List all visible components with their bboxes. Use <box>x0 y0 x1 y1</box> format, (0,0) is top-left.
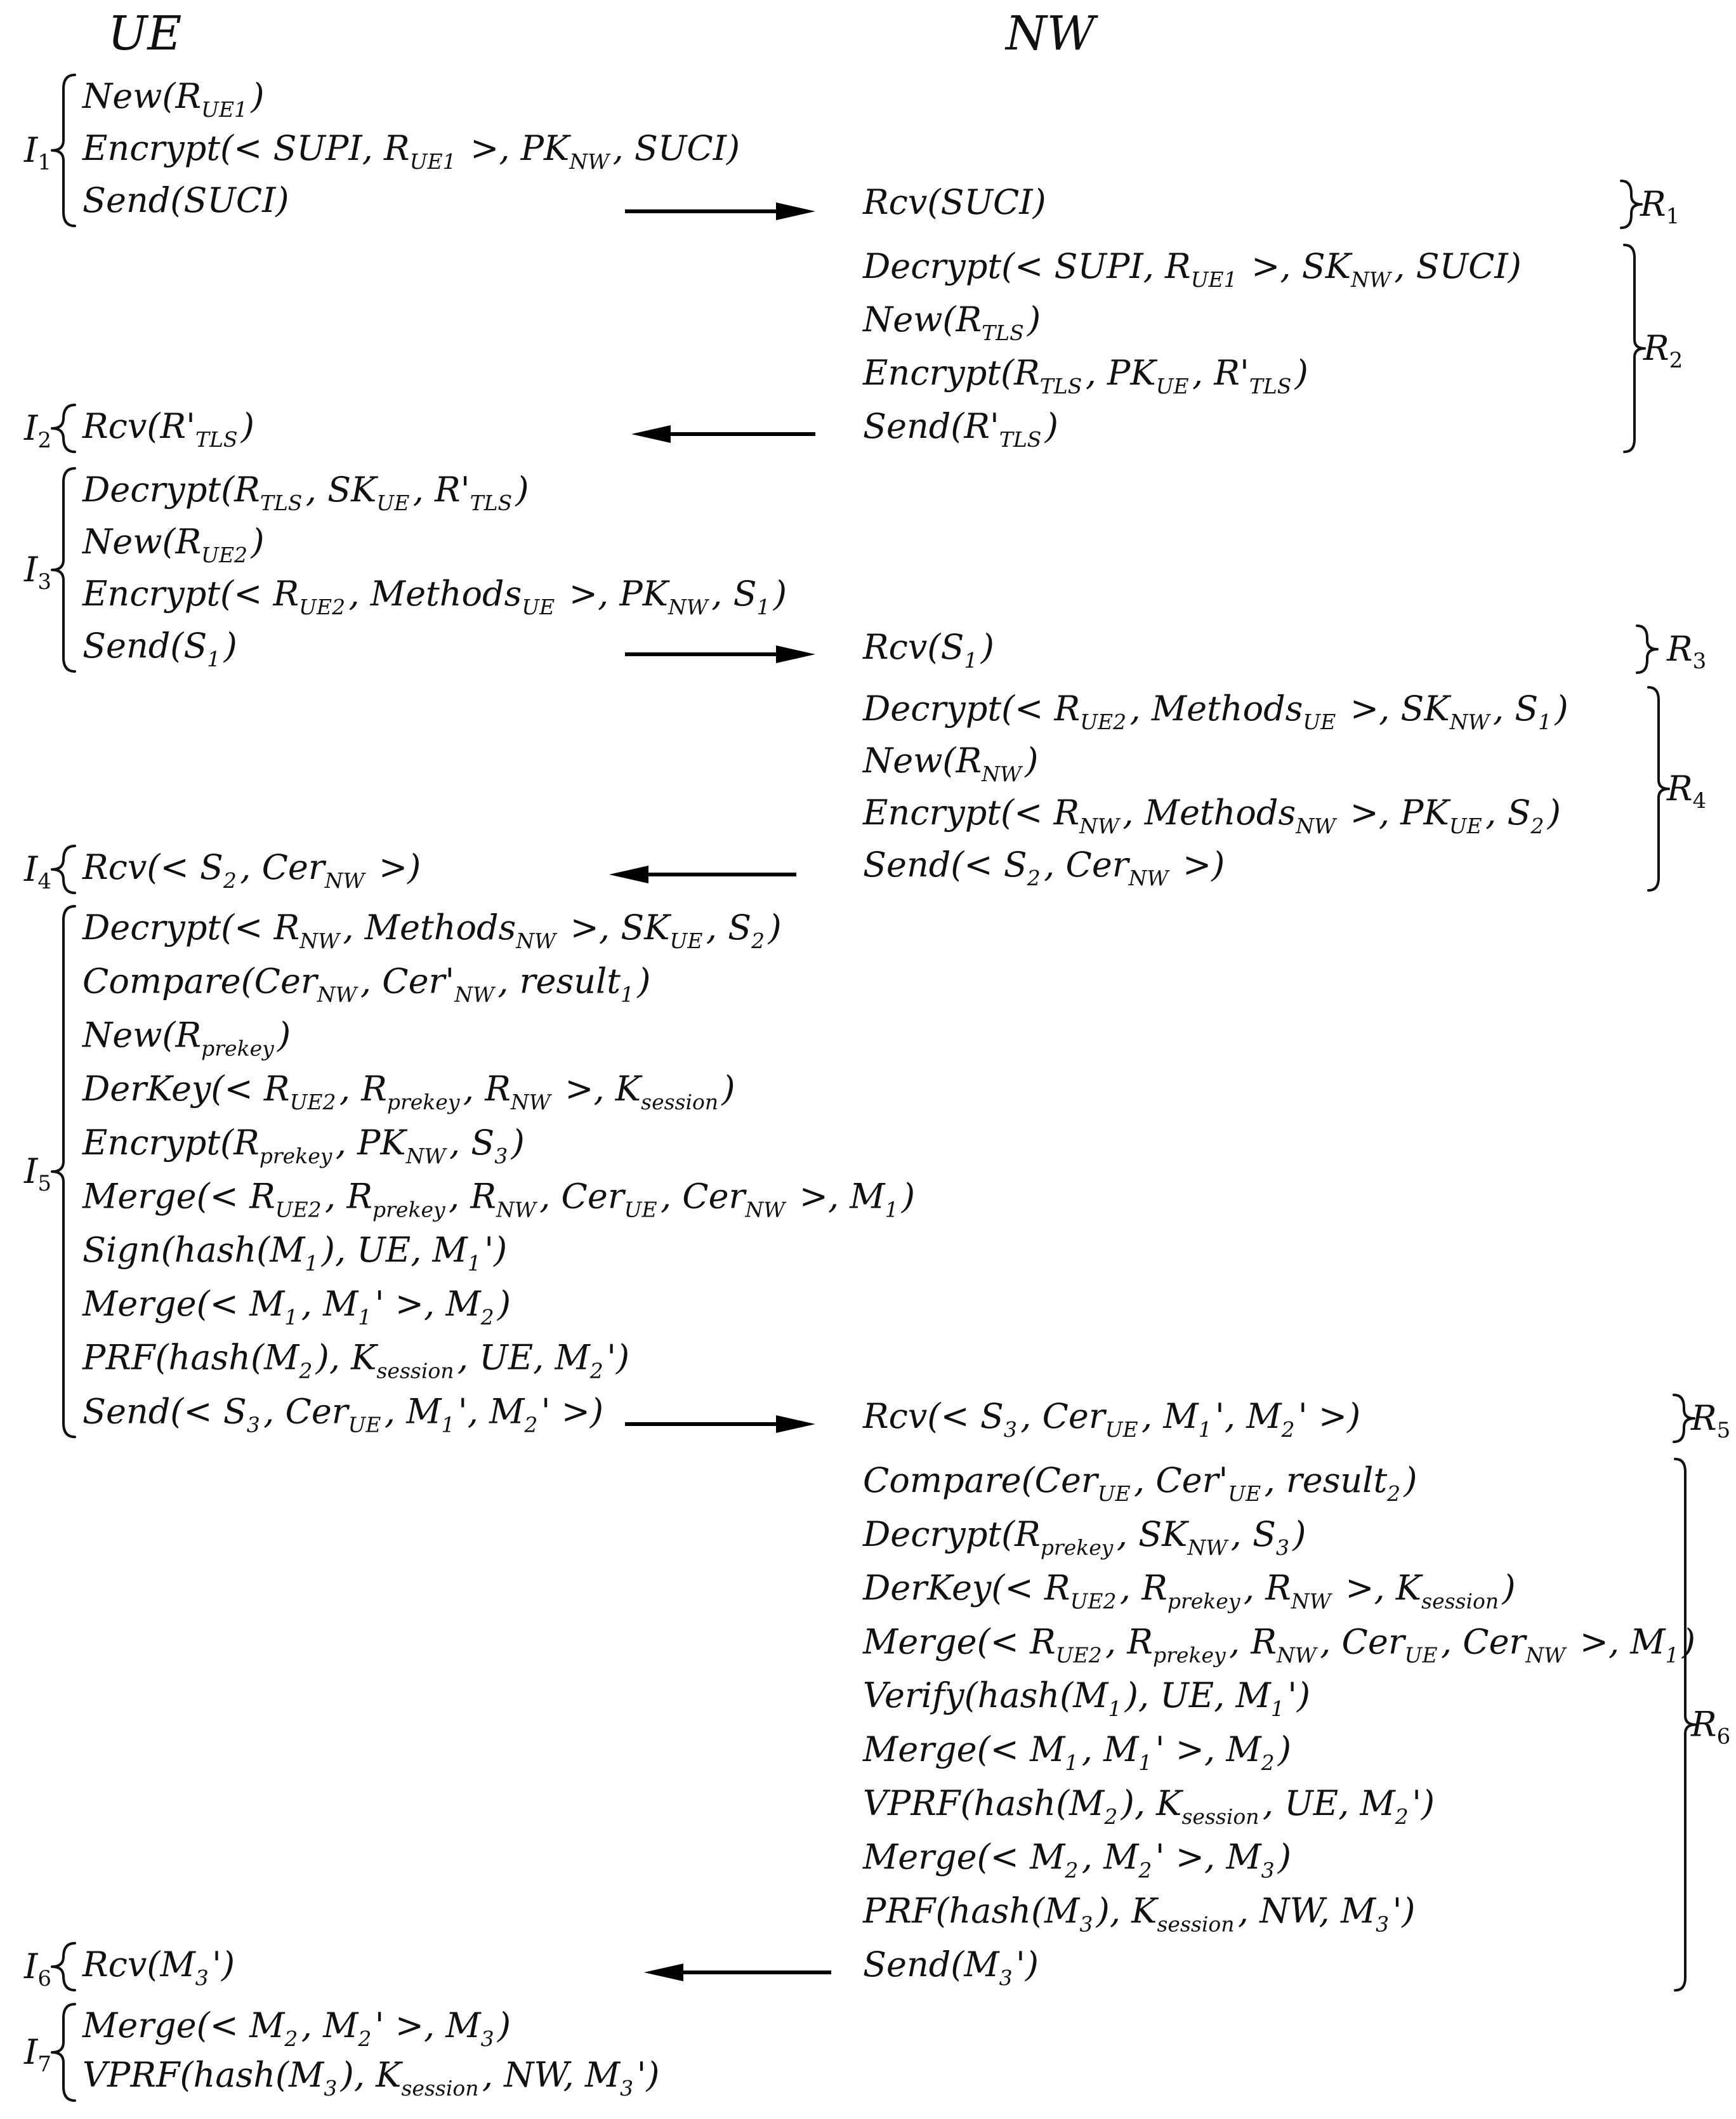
nw-step-label: $R_5$ <box>1691 1398 1731 1443</box>
nw-step-line: $Verify(hash(M_1$ ), UE, $M_1$ ') <box>863 1675 1311 1722</box>
message-arrow <box>625 645 815 663</box>
ue-step-line: Merge(< $M_2$ , $M_2$ ' >, $M_3$ ) <box>82 2005 511 2051</box>
nw-step-group <box>862 626 1706 674</box>
nw-step-label: $R_1$ <box>1640 184 1680 229</box>
ue-step-group <box>23 906 915 1437</box>
nw-step-line: Rcv(SUCI) <box>863 182 1046 222</box>
ue-step-line: $Encrypt(R_{prekey}$ , $PK_{NW}$ , $S_3$ ) <box>82 1122 525 1168</box>
nw-step-label: $R_2$ <box>1643 328 1683 373</box>
nw-step-line: Send(< $S_2$ , Cer$_{NW}$ >) <box>863 845 1225 890</box>
ue-step-label: $I_3$ <box>24 550 51 595</box>
nw-steps <box>862 181 1730 1990</box>
ue-step-line: $Send(S_1$ ) <box>82 626 237 671</box>
nw-step-line: $PRF(hash(M_3$ ), $K_{session}$ , NW, $M_3$ ') <box>863 1891 1416 1937</box>
nw-step-brace <box>1624 245 1645 452</box>
nw-step-line: $New(R_{TLS}$ ) <box>863 300 1041 345</box>
nw-step-brace <box>1648 687 1669 890</box>
nw-step-line: Decrypt(< $R_{UE2}$ , Methods$_{UE}$ >, $SK_{NW}$ , $S_1$ ) <box>863 689 1568 734</box>
ue-step-line: $New(R_{prekey}$ ) <box>82 1015 291 1061</box>
nw-step-line: Encrypt(< $R_{NW}$ , Methods$_{NW}$ >, $PK_{UE}$ , $S_2$ ) <box>863 793 1561 838</box>
arrow-head-icon <box>776 1415 815 1433</box>
nw-step-line: $Rcv(S_1$ ) <box>863 627 994 673</box>
nw-step-line: $New(R_{NW}$ ) <box>863 741 1039 786</box>
ue-step-line: Encrypt(< $R_{UE2}$ , Methods$_{UE}$ >, $PK_{NW}$ , $S_1$ ) <box>82 574 787 619</box>
nw-step-line: $Encrypt(R_{TLS}$ , $PK_{UE}$ , $R'_{TLS}$ ) <box>863 353 1308 399</box>
ue-step-brace <box>52 468 75 671</box>
ue-step-group <box>23 405 254 453</box>
arrow-head-icon <box>776 202 815 220</box>
arrow-head-icon <box>776 645 815 663</box>
ue-step-line: $VPRF(hash(M_3$ ), $K_{session}$ , NW, $M_3$ ') <box>82 2055 660 2101</box>
nw-step-label: $R_6$ <box>1691 1704 1731 1750</box>
message-arrow <box>609 866 796 883</box>
nw-step-line: Compare(Cer$_{UE}$ , $Cer'_{UE}$ , result$_2$ ) <box>863 1460 1417 1506</box>
nw-step-group <box>862 181 1680 229</box>
ue-step-group <box>23 468 787 671</box>
ue-step-group <box>23 1943 235 1991</box>
ue-step-brace <box>52 405 75 452</box>
nw-step-line: $Decrypt(R_{prekey}$ , $SK_{NW}$ , $S_3$ ) <box>863 1514 1306 1560</box>
nw-step-group <box>862 1459 1730 1990</box>
ue-step-brace <box>52 2004 75 2101</box>
ue-step-line: $Sign(hash(M_1$ ), UE, $M_1$ ') <box>82 1230 508 1276</box>
nw-step-line: $Send(R'_{TLS}$ ) <box>863 406 1058 452</box>
ue-step-label: $I_5$ <box>24 1151 51 1197</box>
ue-step-label: $I_2$ <box>24 408 51 453</box>
arrow-head-icon <box>609 866 648 883</box>
ue-step-line: $New(R_{UE2}$ ) <box>82 522 265 567</box>
arrow-head-icon <box>631 425 671 443</box>
nw-step-group <box>862 245 1683 452</box>
header-nw: NW <box>1006 6 1095 61</box>
ue-step-brace <box>52 906 75 1437</box>
nw-step-line: Decrypt(< SUPI, $R_{UE1}$ >, $SK_{NW}$ , SUCI) <box>863 246 1522 292</box>
ue-steps <box>23 75 915 2101</box>
ue-step-label: $I_7$ <box>24 2032 51 2077</box>
ue-step-group <box>23 75 740 226</box>
ue-step-line: Encrypt(< SUPI, $R_{UE1}$ >, $PK_{NW}$ , SUCI) <box>82 128 740 174</box>
message-arrow <box>625 202 815 220</box>
ue-step-line: Send(< $S_3$ , Cer$_{UE}$ , $M_1$ ', $M_2$ ' >) <box>82 1391 604 1437</box>
ue-step-brace <box>52 75 75 226</box>
nw-step-line: Merge(< $M_1$ , $M_1$ ' >, $M_2$ ) <box>863 1729 1292 1775</box>
ue-step-line: Decrypt(< $R_{NW}$ , Methods$_{NW}$ >, $SK_{UE}$ , $S_2$ ) <box>82 908 782 953</box>
ue-step-line: DerKey(< $R_{UE2}$ , $R_{prekey}$ , $R_{NW}$ >, $K_{session}$ ) <box>82 1069 735 1115</box>
ue-step-group <box>23 846 421 894</box>
ue-step-line: $Rcv(M_3$ ') <box>82 1944 235 1990</box>
message-arrow <box>625 1415 815 1433</box>
ue-step-line: $PRF(hash(M_2$ ), $K_{session}$ , UE, $M_2$ ') <box>82 1337 630 1383</box>
nw-step-line: Merge(< $M_2$ , $M_2$ ' >, $M_3$ ) <box>863 1837 1292 1883</box>
header-ue: UE <box>108 6 182 61</box>
ue-step-line: $New(R_{UE1}$ ) <box>82 76 265 122</box>
ue-step-line: Compare(Cer$_{NW}$ , $Cer'_{NW}$ , result$_1$ ) <box>82 961 651 1007</box>
arrow-head-icon <box>644 1964 683 1981</box>
ue-step-label: $I_1$ <box>24 130 51 175</box>
ue-step-line: Merge(< $M_1$ , $M_1$ ' >, $M_2$ ) <box>82 1283 511 1330</box>
nw-step-line: $VPRF(hash(M_2$ ), $K_{session}$ , UE, $M_2$ ') <box>863 1783 1435 1829</box>
ue-step-line: $Decrypt(R_{TLS}$ , $SK_{UE}$ , $R'_{TLS}$ ) <box>82 470 529 515</box>
nw-step-line: $Send(M_3$ ') <box>863 1944 1039 1991</box>
message-arrow <box>631 425 815 443</box>
nw-step-group <box>862 687 1706 890</box>
ue-step-group <box>23 2004 659 2101</box>
nw-step-line: $Rcv(< S_3$ , Cer$_{UE}$ , $M_1$ ', $M_2$ ' >) <box>863 1396 1361 1442</box>
ue-step-label: $I_6$ <box>24 1946 51 1991</box>
nw-step-brace <box>1637 626 1657 673</box>
nw-step-line: DerKey(< $R_{UE2}$ , $R_{prekey}$ , $R_{NW}$ >, $K_{session}$ ) <box>863 1568 1516 1614</box>
nw-step-brace <box>1621 181 1641 228</box>
ue-step-line: $Rcv(R'_{TLS}$ ) <box>82 406 254 452</box>
ue-step-label: $I_4$ <box>24 849 51 894</box>
nw-step-label: $R_3$ <box>1667 629 1707 674</box>
ue-step-line: Merge(< $R_{UE2}$ , $R_{prekey}$ , $R_{NW}$ , Cer$_{UE}$ , Cer$_{NW}$ >, $M_1$ ) <box>82 1176 916 1222</box>
ue-step-line: $Rcv(< S_2$ , Cer$_{NW}$ >) <box>82 847 421 893</box>
ue-step-line: Send(SUCI) <box>82 180 289 220</box>
ue-step-brace <box>52 846 75 893</box>
nw-step-group <box>862 1395 1730 1443</box>
ue-step-brace <box>52 1943 75 1990</box>
nw-step-line: Merge(< $R_{UE2}$ , $R_{prekey}$ , $R_{NW}$ , Cer$_{UE}$ , Cer$_{NW}$ >, $M_1$ ) <box>863 1621 1696 1668</box>
nw-step-label: $R_4$ <box>1667 769 1707 814</box>
message-arrow <box>644 1964 831 1981</box>
